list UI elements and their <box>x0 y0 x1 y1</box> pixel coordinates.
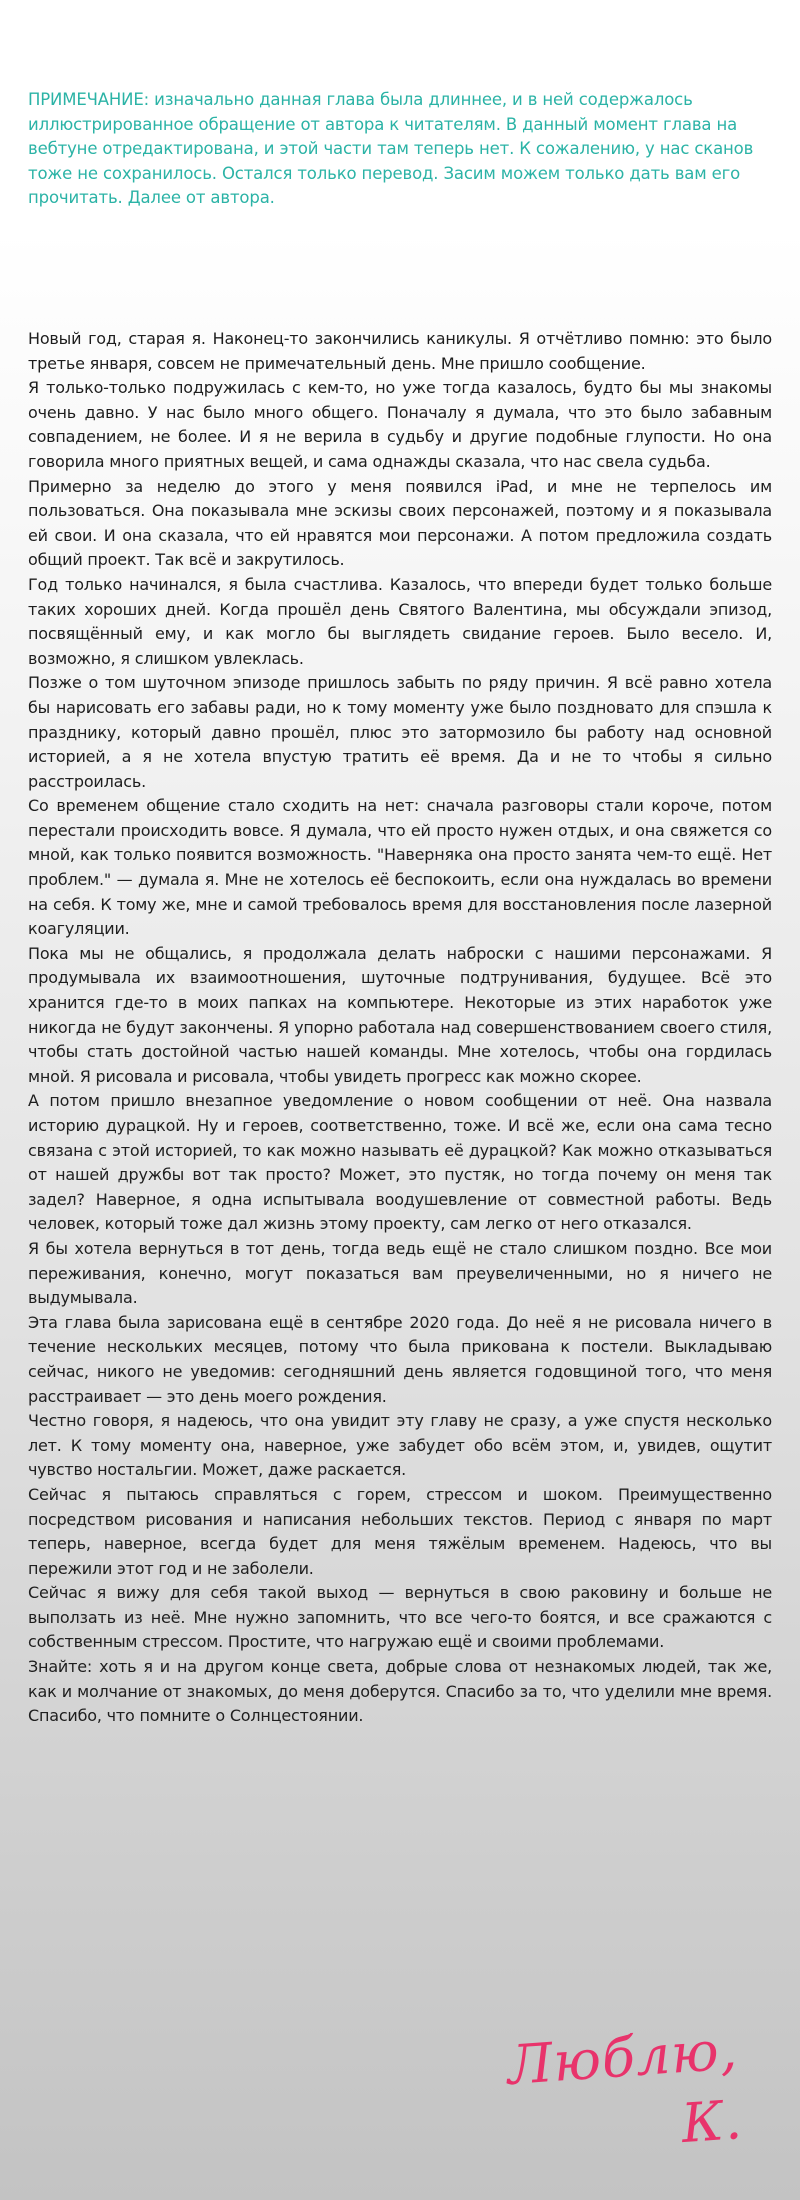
note-label: ПРИМЕЧАНИЕ: <box>28 90 150 109</box>
translator-note <box>28 88 778 211</box>
paragraph: Пока мы не общались, я продолжала делать наброски с нашими персонажами. Я продумывала их взаимоотношения, шуточные подтрунивания, будущее. Всё это хранится где-то в моих папках на компьютере. Некоторые из этих наработок уже никогда не будут закончены. Я упорно работала над совершенствованием своего стиля, чтобы стать достойной частью нашей команды. Мне хотелось, чтобы она гордилась мной. Я рисовала и рисовала, чтобы увидеть прогресс как можно скорее. <box>28 943 772 1086</box>
paragraph: Сейчас я вижу для себя такой выход — вернуться в свою раковину и больше не выползать из неё. Мне нужно запомнить, что все чего-то боятся, и все сражаются с собственным стрессом. Простите, что нагружаю ещё и своими проблемами. <box>28 1583 772 1652</box>
author-letter <box>28 327 772 1729</box>
paragraph: Позже о том шуточном эпизоде пришлось забыть по ряду причин. Я всё равно хотела бы нарисовать его забавы ради, но к тому моменту уже было поздновато для спэшла к празднику, который давно прошёл, плюс это затормозило бы работу над основной историей, а я не хотела впустую тратить её время. Да и не то чтобы я сильно расстроилась. <box>28 673 772 791</box>
paragraph: Я бы хотела вернуться в тот день, тогда ведь ещё не стало слишком поздно. Все мои переживания, конечно, могут показаться вам преувеличенными, но я ничего не выдумывала. <box>28 1238 772 1308</box>
paragraph: Новый год, старая я. Наконец-то закончились каникулы. Я отчётливо помню: это было третье января, совсем не примечательный день. Мне пришло сообщение. <box>28 329 772 373</box>
paragraph: Знайте: хоть я и на другом конце света, добрые слова от незнакомых людей, так же, как и молчание от знакомых, до меня доберутся. Спасибо за то, что уделили мне время. Спасибо, что помните о Солнцестоянии. <box>28 1657 772 1726</box>
paragraph: А потом пришло внезапное уведомление о новом сообщении от неё. Она назвала историю дурацкой. Ну и героев, соответственно, тоже. И всё же, если она сама тесно связана с этой историей, то как можно называть её дурацкой? Как можно отказываться от нашей дружбы вот так просто? Может, это пустяк, но тогда почему он меня так задел? Наверное, я одна испытывала воодушевление от совместной работы. Ведь человек, который тоже дал жизнь этому проекту, сам легко от него отказался. <box>28 1091 772 1234</box>
paragraph: Эта глава была зарисована ещё в сентябре 2020 года. До неё я не рисовала ничего в течение нескольких месяцев, потому что была прикована к постели. Выкладываю сейчас, никого не уведомив: сегодняшний день является годовщиной того, что меня расстраивает — это день моего рождения. <box>28 1312 772 1406</box>
paragraph: Я только-только подружилась с кем-то, но уже тогда казалось, будто бы мы знакомы очень давно. У нас было много общего. Поначалу я думала, что это было забавным совпадением, не более. И я не верила в судьбу и другие подобные глупости. Но она говорила много приятных вещей, и сама однажды сказала, что нас свела судьба. <box>28 378 772 471</box>
paragraph: Честно говоря, я надеюсь, что она увидит эту главу не сразу, а уже спустя несколько лет. К тому моменту она, наверное, уже забудет обо всём этом, и, увидев, ощутит чувство ностальгии. Может, даже раскается. <box>28 1411 772 1480</box>
paragraph: Со временем общение стало сходить на нет: сначала разговоры стали короче, потом перестали происходить вовсе. Я думала, что ей просто нужен отдых, и она свяжется со мной, как только появится возможность. "Наверняка она просто занята чем-то ещё. Нет проблем." — думала я. Мне не хотелось её беспокоить, если она нуждалась во времени на себя. К тому же, мне и самой требовалось время для восстановления после лазерной коагуляции. <box>28 796 772 939</box>
paragraph: Сейчас я пытаюсь справляться с горем, стрессом и шоком. Преимущественно посредством рисования и написания небольших текстов. Период с января по март теперь, наверное, всегда будет для меня тяжёлым временем. Надеюсь, что вы пережили этот год и не заболели. <box>28 1484 772 1578</box>
paragraph: Примерно за неделю до этого у меня появился iPad, и мне не терпелось им пользоваться. Она показывала мне эскизы своих персонажей, поэтому и я показывала ей свои. И она сказала, что ей нравятся мои персонажи. А потом предложила создать общий проект. Так всё и закрутилось. <box>28 476 772 570</box>
signature: Люблю, К. <box>505 2018 745 2156</box>
paragraph: Год только начинался, я была счастлива. Казалось, что впереди будет только больше таких хороших дней. Когда прошёл день Святого Валентина, мы обсуждали эпизод, посвящённый ему, и как могло бы выглядеть свидание героев. Было весело. И, возможно, я слишком увлеклась. <box>28 574 772 668</box>
note-text: изначально данная глава была длиннее, и в ней содержалось иллюстрированное обращение от автора к читателям. В данный момент глава на вебтуне отредактирована, и этой части там теперь нет. К сожалению, у нас сканов тоже не сохранилось. Остался только перевод. Засим можем только дать вам его прочитать. Далее от автора. <box>28 90 754 207</box>
